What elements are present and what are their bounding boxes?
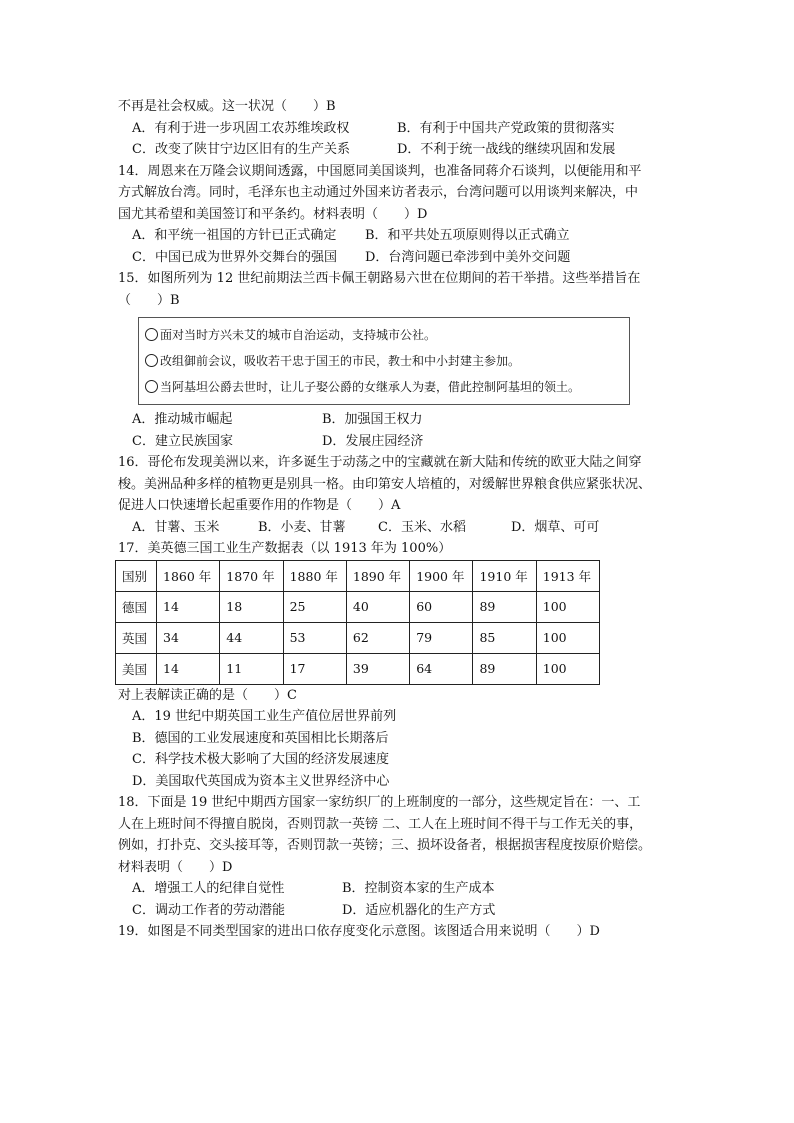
q17-option-d: D．美国取代英国成为资本主义世界经济中心 [132,773,390,789]
q18-options-row-2 [118,900,678,922]
circle-bullet-icon [145,328,158,341]
q16-option-c: C．玉米、水稻 [378,519,466,535]
table-cell: 34 [157,622,220,653]
q18-options-row-1 [118,878,678,900]
table-cell: 100 [536,591,599,622]
q14-line-2: 方式解放台湾。同时，毛泽东也主动通过外国来访者表示，台湾问题可以用谈判来解决，中 [118,185,639,200]
q13-tail: 不再是社会权威。这一状况（ ）B [118,99,336,114]
table-header-cell: 1900 年 [410,560,473,591]
q14-option-a: A．和平统一祖国的方针已正式确定 [132,228,337,243]
q18-option-b: B．控制资本家的生产成本 [342,881,495,896]
table-cell: 53 [283,622,346,653]
q14-option-c: C．中国已成为世界外交舞台的强国 [132,249,337,265]
table-cell: 14 [157,591,220,622]
table-header-cell: 1890 年 [346,560,409,591]
table-cell: 40 [346,591,409,622]
q19-line: 19．如图是不同类型国家的进出口依存度变化示意图。该图适合用来说明（ ）D [118,924,600,939]
q14-options-row-2 [118,247,678,269]
table-cell: 60 [410,591,473,622]
table-cell: 100 [536,653,599,684]
circle-bullet-icon [145,354,158,367]
table-cell: 11 [220,653,283,684]
q13-options-row-1 [118,118,678,140]
q15-measures-box [138,317,630,405]
q15-option-c: C．建立民族国家 [132,433,233,449]
table-cell: 100 [536,622,599,653]
q18-option-d: D．适应机器化的生产方式 [342,902,496,918]
q13-option-c: C．改变了陕甘宁边区旧有的生产关系 [132,142,350,157]
table-header-cell: 1913 年 [536,560,599,591]
table-cell: 89 [473,653,536,684]
table-cell: 64 [410,653,473,684]
q16-option-d: D．烟草、可可 [511,519,600,535]
q18-line-1: 18．下面是 19 世纪中期西方国家一家纺织厂的上班制度的一部分，这些规定旨在：一、工 [118,795,641,810]
q14-option-b: B．和平共处五项原则得以正式确立 [365,228,570,243]
q14-options-row-1 [118,225,678,247]
table-cell: 39 [346,653,409,684]
q17-question: 对上表解读正确的是（ ）C [118,687,297,703]
q15-measure-3: 当阿基坦公爵去世时，让儿子娶公爵的女继承人为妻，借此控制阿基坦的领土。 [145,374,623,400]
q16-option-a: A．甘薯、玉米 [132,519,220,535]
q15-options-row-2 [118,431,678,453]
table-cell: 14 [157,653,220,684]
table-cell: 25 [283,591,346,622]
q18-line-3: 例如，打扑克、交头接耳等，否则罚款一英镑；三、损坏设备者，根据损害程度按原价赔偿。 [118,838,652,853]
table-header-cell: 1870 年 [220,560,283,591]
q15-option-a: A．推动城市崛起 [132,412,233,427]
table-header-cell: 国别 [116,560,157,591]
q15-option-d: D．发展庄园经济 [322,433,424,449]
table-header-cell: 1880 年 [283,560,346,591]
table-header-cell: 1860 年 [157,560,220,591]
table-row [116,653,600,684]
table-cell: 美国 [116,653,157,684]
exam-page [118,96,678,943]
q18-line-4: 材料表明（ ）D [118,859,233,875]
q16-option-b: B．小麦、甘薯 [258,519,346,535]
q15-options-row-1 [118,409,678,431]
q18-line-2: 人在上班时间不得擅自脱岗，否则罚款一英镑 二、工人在上班时间不得干与工作无关的事， [118,816,643,832]
table-cell: 85 [473,622,536,653]
q15-option-b: B．加强国王权力 [322,412,423,427]
q17-option-b: B．德国的工业发展速度和英国相比长期落后 [132,730,389,746]
q16-line-3: 促进人口快速增长起重要作用的作物是（ ）A [118,498,401,513]
table-cell: 89 [473,591,536,622]
table-cell: 44 [220,622,283,653]
q17-title: 17．美英德三国工业生产数据表（以 1913 年为 100%） [118,541,452,556]
q15-measure-1: 面对当时方兴未艾的城市自治运动，支持城市公社。 [145,322,623,348]
table-header-cell: 1910 年 [473,560,536,591]
q15-measure-2: 改组御前会议，吸收若干忠于国王的市民，教士和中小封建主参加。 [145,348,623,374]
circle-bullet-icon [145,380,158,393]
q13-option-d: D．不利于统一战线的继续巩固和发展 [397,142,616,157]
q18-option-a: A．增强工人的纪律自觉性 [132,881,285,896]
q14-line-1: 14．周恩来在万隆会议期间透露，中国愿同美国谈判，也准备同蒋介石谈判，以便能用和平 [118,163,642,179]
q15-line-2: （ ）B [118,292,180,308]
q16-options-row [118,517,678,539]
table-row [116,622,600,653]
q17-option-c: C．科学技术极大影响了大国的经济发展速度 [132,752,389,767]
q17-option-a: A．19 世纪中期英国工业生产值位居世界前列 [132,709,397,724]
q16-line-2: 梭。美洲品种多样的植物更是别具一格。由印第安人培植的，对缓解世界粮食供应紧张状况、 [118,476,652,492]
table-cell: 18 [220,591,283,622]
table-row [116,591,600,622]
q16-line-1: 16．哥伦布发现美洲以来，许多诞生于动荡之中的宝藏就在新大陆和传统的欧亚大陆之间穿 [118,455,642,470]
q13-option-b: B．有利于中国共产党政策的贯彻落实 [397,120,615,136]
table-cell: 62 [346,622,409,653]
q14-line-3: 国尤其希望和美国签订和平条约。材料表明（ ）D [118,206,428,222]
q17-data-table [115,560,600,685]
q18-option-c: C．调动工作者的劳动潜能 [132,902,285,918]
table-cell: 79 [410,622,473,653]
table-header-row [116,560,600,591]
table-cell: 英国 [116,622,157,653]
q13-options-row-2 [118,139,678,161]
q15-line-1: 15．如图所列为 12 世纪前期法兰西卡佩王朝路易六世在位期间的若干举措。这些举措旨在 [118,271,641,286]
q13-option-a: A．有利于进一步巩固工农苏维埃政权 [132,120,350,136]
table-cell: 德国 [116,591,157,622]
q14-option-d: D．台湾问题已牵涉到中美外交问题 [365,249,571,265]
table-cell: 17 [283,653,346,684]
